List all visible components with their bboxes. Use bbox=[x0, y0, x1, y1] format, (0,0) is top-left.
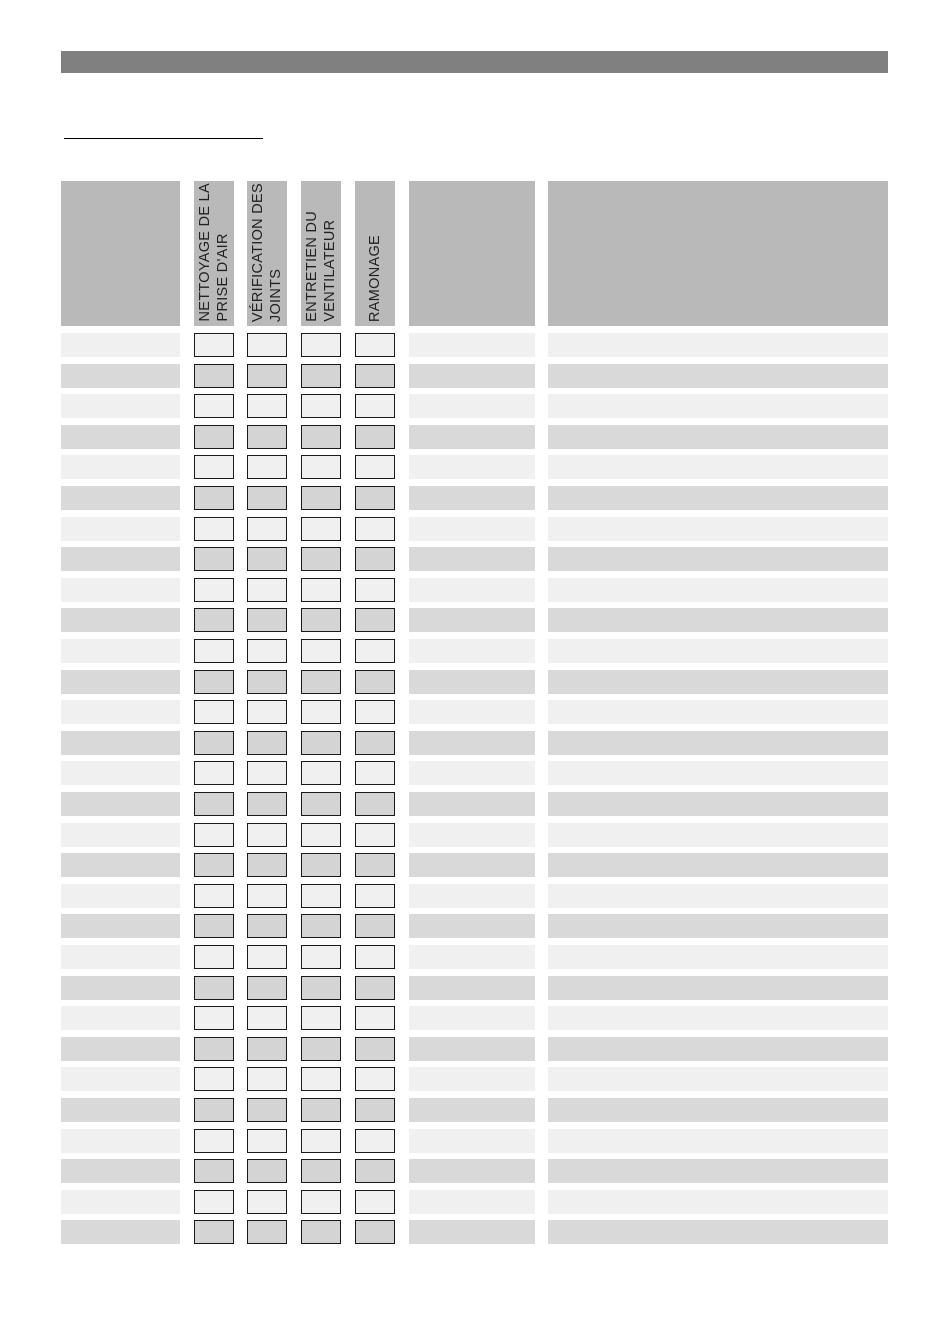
check-joints-box[interactable] bbox=[247, 945, 287, 969]
date-cell[interactable] bbox=[61, 914, 180, 938]
check-prise-air-box[interactable] bbox=[194, 976, 234, 1000]
check-ventilateur-box[interactable] bbox=[301, 333, 341, 357]
date-cell[interactable] bbox=[61, 1190, 180, 1214]
check-joints-box[interactable] bbox=[247, 1220, 287, 1244]
observations-cell[interactable] bbox=[548, 455, 888, 479]
date-cell[interactable] bbox=[61, 853, 180, 877]
check-joints-box[interactable] bbox=[247, 670, 287, 694]
check-ramonage-box[interactable] bbox=[355, 578, 395, 602]
check-ramonage-box[interactable] bbox=[355, 700, 395, 724]
check-joints-box[interactable] bbox=[247, 364, 287, 388]
check-ramonage-box[interactable] bbox=[355, 486, 395, 510]
check-prise-air-box[interactable] bbox=[194, 364, 234, 388]
check-ramonage-box[interactable] bbox=[355, 853, 395, 877]
check-ventilateur-box[interactable] bbox=[301, 425, 341, 449]
check-ramonage-box[interactable] bbox=[355, 1067, 395, 1091]
check-ramonage-box[interactable] bbox=[355, 1098, 395, 1122]
table-row bbox=[0, 608, 950, 632]
observations-cell[interactable] bbox=[548, 700, 888, 724]
signature-cell[interactable] bbox=[409, 731, 535, 755]
check-joints-box[interactable] bbox=[247, 700, 287, 724]
date-cell[interactable] bbox=[61, 333, 180, 357]
signature-cell[interactable] bbox=[409, 823, 535, 847]
signature-cell[interactable] bbox=[409, 853, 535, 877]
check-joints-box[interactable] bbox=[247, 853, 287, 877]
check-ventilateur-box[interactable] bbox=[301, 486, 341, 510]
header-label-prise-air: NETTOYAGE DE LA PRISE D'AIR bbox=[197, 183, 231, 322]
signature-cell[interactable] bbox=[409, 1037, 535, 1061]
table-row bbox=[0, 670, 950, 694]
date-cell[interactable] bbox=[61, 578, 180, 602]
table-row bbox=[0, 884, 950, 908]
check-joints-box[interactable] bbox=[247, 1129, 287, 1153]
signature-cell[interactable] bbox=[409, 1006, 535, 1030]
check-joints-box[interactable] bbox=[247, 608, 287, 632]
date-cell[interactable] bbox=[61, 1067, 180, 1091]
signature-cell[interactable] bbox=[409, 976, 535, 1000]
table-row bbox=[0, 1037, 950, 1061]
check-joints-box[interactable] bbox=[247, 976, 287, 1000]
check-prise-air-box[interactable] bbox=[194, 1129, 234, 1153]
table-row bbox=[0, 823, 950, 847]
observations-cell[interactable] bbox=[548, 1037, 888, 1061]
observations-cell[interactable] bbox=[548, 1067, 888, 1091]
check-ramonage-box[interactable] bbox=[355, 823, 395, 847]
date-cell[interactable] bbox=[61, 517, 180, 541]
signature-cell[interactable] bbox=[409, 914, 535, 938]
check-ventilateur-box[interactable] bbox=[301, 1220, 341, 1244]
signature-cell[interactable] bbox=[409, 945, 535, 969]
observations-cell[interactable] bbox=[548, 1190, 888, 1214]
signature-cell[interactable] bbox=[409, 884, 535, 908]
check-prise-air-box[interactable] bbox=[194, 945, 234, 969]
signature-cell[interactable] bbox=[409, 670, 535, 694]
table-row bbox=[0, 455, 950, 479]
observations-cell[interactable] bbox=[548, 639, 888, 663]
date-cell[interactable] bbox=[61, 608, 180, 632]
check-ramonage-box[interactable] bbox=[355, 945, 395, 969]
check-prise-air-box[interactable] bbox=[194, 455, 234, 479]
check-ventilateur-box[interactable] bbox=[301, 945, 341, 969]
table-row bbox=[0, 853, 950, 877]
observations-cell[interactable] bbox=[548, 425, 888, 449]
signature-cell[interactable] bbox=[409, 1129, 535, 1153]
table-row bbox=[0, 517, 950, 541]
observations-cell[interactable] bbox=[548, 853, 888, 877]
table-row bbox=[0, 425, 950, 449]
table-row bbox=[0, 1067, 950, 1091]
date-cell[interactable] bbox=[61, 1220, 180, 1244]
check-ventilateur-box[interactable] bbox=[301, 761, 341, 785]
observations-cell[interactable] bbox=[548, 731, 888, 755]
check-joints-box[interactable] bbox=[247, 1037, 287, 1061]
check-ramonage-box[interactable] bbox=[355, 425, 395, 449]
observations-cell[interactable] bbox=[548, 1129, 888, 1153]
observations-cell[interactable] bbox=[548, 914, 888, 938]
table-row bbox=[0, 792, 950, 816]
check-ramonage-box[interactable] bbox=[355, 914, 395, 938]
observations-cell[interactable] bbox=[548, 761, 888, 785]
check-joints-box[interactable] bbox=[247, 1098, 287, 1122]
observations-cell[interactable] bbox=[548, 333, 888, 357]
table-row bbox=[0, 1098, 950, 1122]
check-joints-box[interactable] bbox=[247, 1159, 287, 1183]
table-row bbox=[0, 761, 950, 785]
check-prise-air-box[interactable] bbox=[194, 884, 234, 908]
check-joints-box[interactable] bbox=[247, 547, 287, 571]
date-cell[interactable] bbox=[61, 1037, 180, 1061]
signature-cell[interactable] bbox=[409, 517, 535, 541]
date-cell[interactable] bbox=[61, 761, 180, 785]
check-ramonage-box[interactable] bbox=[355, 884, 395, 908]
signature-cell[interactable] bbox=[409, 333, 535, 357]
check-joints-box[interactable] bbox=[247, 731, 287, 755]
observations-cell[interactable] bbox=[548, 945, 888, 969]
check-joints-box[interactable] bbox=[247, 1006, 287, 1030]
check-ventilateur-box[interactable] bbox=[301, 884, 341, 908]
table-row bbox=[0, 976, 950, 1000]
check-prise-air-box[interactable] bbox=[194, 914, 234, 938]
observations-cell[interactable] bbox=[548, 1006, 888, 1030]
date-cell[interactable] bbox=[61, 792, 180, 816]
table-row bbox=[0, 333, 950, 357]
check-prise-air-box[interactable] bbox=[194, 394, 234, 418]
signature-cell[interactable] bbox=[409, 578, 535, 602]
check-ventilateur-box[interactable] bbox=[301, 1067, 341, 1091]
check-ramonage-box[interactable] bbox=[355, 1190, 395, 1214]
check-prise-air-box[interactable] bbox=[194, 425, 234, 449]
check-prise-air-box[interactable] bbox=[194, 1067, 234, 1091]
check-prise-air-box[interactable] bbox=[194, 639, 234, 663]
check-ventilateur-box[interactable] bbox=[301, 1037, 341, 1061]
check-ventilateur-box[interactable] bbox=[301, 700, 341, 724]
observations-cell[interactable] bbox=[548, 608, 888, 632]
table-row bbox=[0, 945, 950, 969]
observations-cell[interactable] bbox=[548, 670, 888, 694]
check-prise-air-box[interactable] bbox=[194, 608, 234, 632]
check-ramonage-box[interactable] bbox=[355, 639, 395, 663]
observations-cell[interactable] bbox=[548, 364, 888, 388]
check-joints-box[interactable] bbox=[247, 1067, 287, 1091]
observations-cell[interactable] bbox=[548, 976, 888, 1000]
date-cell[interactable] bbox=[61, 884, 180, 908]
table-row bbox=[0, 1006, 950, 1030]
check-ventilateur-box[interactable] bbox=[301, 608, 341, 632]
check-ventilateur-box[interactable] bbox=[301, 547, 341, 571]
signature-cell[interactable] bbox=[409, 761, 535, 785]
check-ventilateur-box[interactable] bbox=[301, 364, 341, 388]
observations-cell[interactable] bbox=[548, 792, 888, 816]
check-prise-air-box[interactable] bbox=[194, 853, 234, 877]
date-cell[interactable] bbox=[61, 823, 180, 847]
check-ventilateur-box[interactable] bbox=[301, 517, 341, 541]
signature-cell[interactable] bbox=[409, 700, 535, 724]
date-cell[interactable] bbox=[61, 1098, 180, 1122]
observations-cell[interactable] bbox=[548, 1098, 888, 1122]
signature-cell[interactable] bbox=[409, 1220, 535, 1244]
table-row bbox=[0, 1129, 950, 1153]
check-ramonage-box[interactable] bbox=[355, 1220, 395, 1244]
check-prise-air-box[interactable] bbox=[194, 333, 234, 357]
observations-cell[interactable] bbox=[548, 1220, 888, 1244]
check-joints-box[interactable] bbox=[247, 792, 287, 816]
header-label-joints: VÉRIFICATION DES JOINTS bbox=[250, 182, 284, 322]
check-prise-air-box[interactable] bbox=[194, 1220, 234, 1244]
date-cell[interactable] bbox=[61, 1159, 180, 1183]
check-ramonage-box[interactable] bbox=[355, 517, 395, 541]
signature-cell[interactable] bbox=[409, 486, 535, 510]
signature-cell[interactable] bbox=[409, 1067, 535, 1091]
check-ramonage-box[interactable] bbox=[355, 1006, 395, 1030]
check-ramonage-box[interactable] bbox=[355, 608, 395, 632]
check-ventilateur-box[interactable] bbox=[301, 1190, 341, 1214]
table-row bbox=[0, 1220, 950, 1244]
table-row bbox=[0, 394, 950, 418]
signature-cell[interactable] bbox=[409, 792, 535, 816]
observations-cell[interactable] bbox=[548, 884, 888, 908]
check-ramonage-box[interactable] bbox=[355, 670, 395, 694]
check-ramonage-box[interactable] bbox=[355, 976, 395, 1000]
check-ventilateur-box[interactable] bbox=[301, 914, 341, 938]
header-label-ramonage: RAMONAGE bbox=[367, 235, 383, 322]
check-prise-air-box[interactable] bbox=[194, 1098, 234, 1122]
check-ventilateur-box[interactable] bbox=[301, 823, 341, 847]
date-cell[interactable] bbox=[61, 945, 180, 969]
date-cell[interactable] bbox=[61, 547, 180, 571]
observations-cell[interactable] bbox=[548, 486, 888, 510]
check-joints-box[interactable] bbox=[247, 823, 287, 847]
observations-cell[interactable] bbox=[548, 394, 888, 418]
signature-cell[interactable] bbox=[409, 455, 535, 479]
check-joints-box[interactable] bbox=[247, 914, 287, 938]
check-ramonage-box[interactable] bbox=[355, 1037, 395, 1061]
date-cell[interactable] bbox=[61, 976, 180, 1000]
date-cell[interactable] bbox=[61, 639, 180, 663]
table-row bbox=[0, 731, 950, 755]
check-ramonage-box[interactable] bbox=[355, 731, 395, 755]
date-cell[interactable] bbox=[61, 1006, 180, 1030]
date-cell[interactable] bbox=[61, 670, 180, 694]
signature-cell[interactable] bbox=[409, 639, 535, 663]
check-ramonage-box[interactable] bbox=[355, 761, 395, 785]
date-cell[interactable] bbox=[61, 731, 180, 755]
table-row bbox=[0, 639, 950, 663]
signature-cell[interactable] bbox=[409, 1190, 535, 1214]
signature-cell[interactable] bbox=[409, 1159, 535, 1183]
table-row bbox=[0, 578, 950, 602]
date-cell[interactable] bbox=[61, 1129, 180, 1153]
observations-cell[interactable] bbox=[548, 823, 888, 847]
check-ramonage-box[interactable] bbox=[355, 1129, 395, 1153]
check-joints-box[interactable] bbox=[247, 425, 287, 449]
check-prise-air-box[interactable] bbox=[194, 731, 234, 755]
check-ventilateur-box[interactable] bbox=[301, 1098, 341, 1122]
check-prise-air-box[interactable] bbox=[194, 1037, 234, 1061]
date-cell[interactable] bbox=[61, 486, 180, 510]
check-joints-box[interactable] bbox=[247, 486, 287, 510]
signature-cell[interactable] bbox=[409, 547, 535, 571]
date-cell[interactable] bbox=[61, 394, 180, 418]
date-cell[interactable] bbox=[61, 364, 180, 388]
signature-cell[interactable] bbox=[409, 394, 535, 418]
check-ramonage-box[interactable] bbox=[355, 364, 395, 388]
table-row bbox=[0, 1159, 950, 1183]
signature-cell[interactable] bbox=[409, 608, 535, 632]
check-ventilateur-box[interactable] bbox=[301, 731, 341, 755]
check-ramonage-box[interactable] bbox=[355, 394, 395, 418]
table-row bbox=[0, 364, 950, 388]
check-prise-air-box[interactable] bbox=[194, 670, 234, 694]
check-prise-air-box[interactable] bbox=[194, 1006, 234, 1030]
check-prise-air-box[interactable] bbox=[194, 1159, 234, 1183]
table-row bbox=[0, 1190, 950, 1214]
check-ramonage-box[interactable] bbox=[355, 333, 395, 357]
check-ventilateur-box[interactable] bbox=[301, 1159, 341, 1183]
check-ventilateur-box[interactable] bbox=[301, 1006, 341, 1030]
check-joints-box[interactable] bbox=[247, 761, 287, 785]
check-prise-air-box[interactable] bbox=[194, 547, 234, 571]
check-ventilateur-box[interactable] bbox=[301, 394, 341, 418]
check-prise-air-box[interactable] bbox=[194, 700, 234, 724]
check-ventilateur-box[interactable] bbox=[301, 670, 341, 694]
check-prise-air-box[interactable] bbox=[194, 578, 234, 602]
check-ramonage-box[interactable] bbox=[355, 455, 395, 479]
check-ramonage-box[interactable] bbox=[355, 1159, 395, 1183]
check-prise-air-box[interactable] bbox=[194, 1190, 234, 1214]
date-cell[interactable] bbox=[61, 425, 180, 449]
check-joints-box[interactable] bbox=[247, 1190, 287, 1214]
check-ventilateur-box[interactable] bbox=[301, 792, 341, 816]
date-cell[interactable] bbox=[61, 700, 180, 724]
check-joints-box[interactable] bbox=[247, 639, 287, 663]
check-joints-box[interactable] bbox=[247, 333, 287, 357]
check-ventilateur-box[interactable] bbox=[301, 455, 341, 479]
check-prise-air-box[interactable] bbox=[194, 761, 234, 785]
check-ventilateur-box[interactable] bbox=[301, 853, 341, 877]
check-prise-air-box[interactable] bbox=[194, 823, 234, 847]
check-joints-box[interactable] bbox=[247, 455, 287, 479]
check-ramonage-box[interactable] bbox=[355, 547, 395, 571]
signature-cell[interactable] bbox=[409, 425, 535, 449]
check-ventilateur-box[interactable] bbox=[301, 976, 341, 1000]
check-ventilateur-box[interactable] bbox=[301, 1129, 341, 1153]
check-joints-box[interactable] bbox=[247, 394, 287, 418]
check-prise-air-box[interactable] bbox=[194, 517, 234, 541]
check-joints-box[interactable] bbox=[247, 578, 287, 602]
observations-cell[interactable] bbox=[548, 1159, 888, 1183]
table-row bbox=[0, 486, 950, 510]
observations-cell[interactable] bbox=[548, 517, 888, 541]
check-prise-air-box[interactable] bbox=[194, 792, 234, 816]
header-label-ventilateur: ENTRETIEN DU VENTILATEUR bbox=[304, 211, 338, 322]
check-prise-air-box[interactable] bbox=[194, 486, 234, 510]
check-joints-box[interactable] bbox=[247, 884, 287, 908]
check-ventilateur-box[interactable] bbox=[301, 639, 341, 663]
check-ventilateur-box[interactable] bbox=[301, 578, 341, 602]
observations-cell[interactable] bbox=[548, 547, 888, 571]
observations-cell[interactable] bbox=[548, 578, 888, 602]
check-ramonage-box[interactable] bbox=[355, 792, 395, 816]
table-row bbox=[0, 700, 950, 724]
signature-cell[interactable] bbox=[409, 1098, 535, 1122]
table-row bbox=[0, 547, 950, 571]
signature-cell[interactable] bbox=[409, 364, 535, 388]
check-joints-box[interactable] bbox=[247, 517, 287, 541]
date-cell[interactable] bbox=[61, 455, 180, 479]
table-row bbox=[0, 914, 950, 938]
